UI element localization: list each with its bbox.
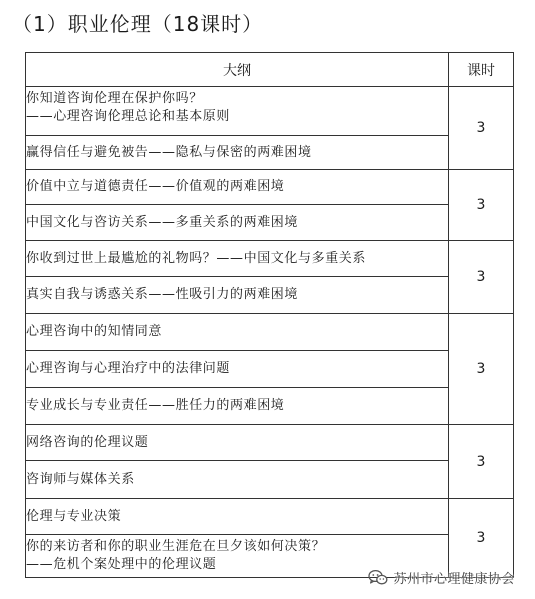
- table-header-row: [26, 53, 514, 87]
- table-row: [26, 241, 514, 314]
- hours-cell: 3: [449, 499, 514, 578]
- watermark-text: 苏州市心理健康协会: [393, 572, 515, 587]
- header-hours: 课时: [449, 53, 514, 87]
- topic-line: 你知道咨询伦理在保护你吗？: [26, 91, 203, 106]
- topic-line: 咨询师与媒体关系: [26, 472, 135, 487]
- topics-cell: [26, 241, 449, 314]
- topic-line: 真实自我与诱惑关系——性吸引力的两难困境: [26, 287, 299, 302]
- hours-cell: 3: [449, 170, 514, 241]
- table-row: [26, 425, 514, 499]
- table-row: [26, 499, 514, 578]
- topic-line: 网络咨询的伦理议题: [26, 435, 149, 450]
- topics-cell: [26, 499, 449, 578]
- hours-cell: 3: [449, 241, 514, 314]
- topics-cell: [26, 425, 449, 499]
- topic-item: [26, 387, 448, 424]
- topics-cell: [26, 170, 449, 241]
- topic-line: 你的来访者和你的职业生涯危在旦夕该如何决策？: [26, 539, 326, 554]
- topic-line: 价值中立与道德责任——价值观的两难困境: [26, 179, 285, 194]
- hours-cell: 3: [449, 314, 514, 425]
- topic-line: 赢得信任与避免被告——隐私与保密的两难困境: [26, 145, 312, 160]
- topic-item: [26, 350, 448, 387]
- table-row: [26, 314, 514, 425]
- topic-line: ——危机个案处理中的伦理议题: [26, 557, 217, 572]
- topic-item: [26, 87, 448, 135]
- table-row: [26, 170, 514, 241]
- topic-line: ——心理咨询伦理总论和基本原则: [26, 109, 231, 124]
- topic-item: [26, 135, 448, 169]
- topic-item: [26, 499, 448, 534]
- syllabus-table: [25, 52, 514, 578]
- topic-item: [26, 170, 448, 204]
- page-title: （1）职业伦理（18课时）: [12, 12, 264, 36]
- topic-line: 你收到过世上最尴尬的礼物吗？——中国文化与多重关系: [26, 251, 367, 266]
- topic-item: [26, 276, 448, 313]
- table-row: [26, 87, 514, 170]
- topic-item: [26, 241, 448, 276]
- topic-line: 心理咨询与心理治疗中的法律问题: [26, 361, 231, 376]
- wechat-icon: [368, 569, 388, 586]
- topic-item: [26, 460, 448, 498]
- topic-item: [26, 204, 448, 240]
- header-topic: 大纲: [26, 53, 449, 87]
- topic-line: 专业成长与专业责任——胜任力的两难困境: [26, 398, 285, 413]
- topic-item: [26, 314, 448, 350]
- watermark: [368, 568, 515, 587]
- topic-line: 伦理与专业决策: [26, 509, 122, 524]
- topic-item: [26, 425, 448, 460]
- hours-cell: 3: [449, 87, 514, 170]
- topic-line: 中国文化与咨访关系——多重关系的两难困境: [26, 215, 299, 230]
- topics-cell: [26, 314, 449, 425]
- topics-cell: [26, 87, 449, 170]
- hours-cell: 3: [449, 425, 514, 499]
- topic-line: 心理咨询中的知情同意: [26, 324, 163, 339]
